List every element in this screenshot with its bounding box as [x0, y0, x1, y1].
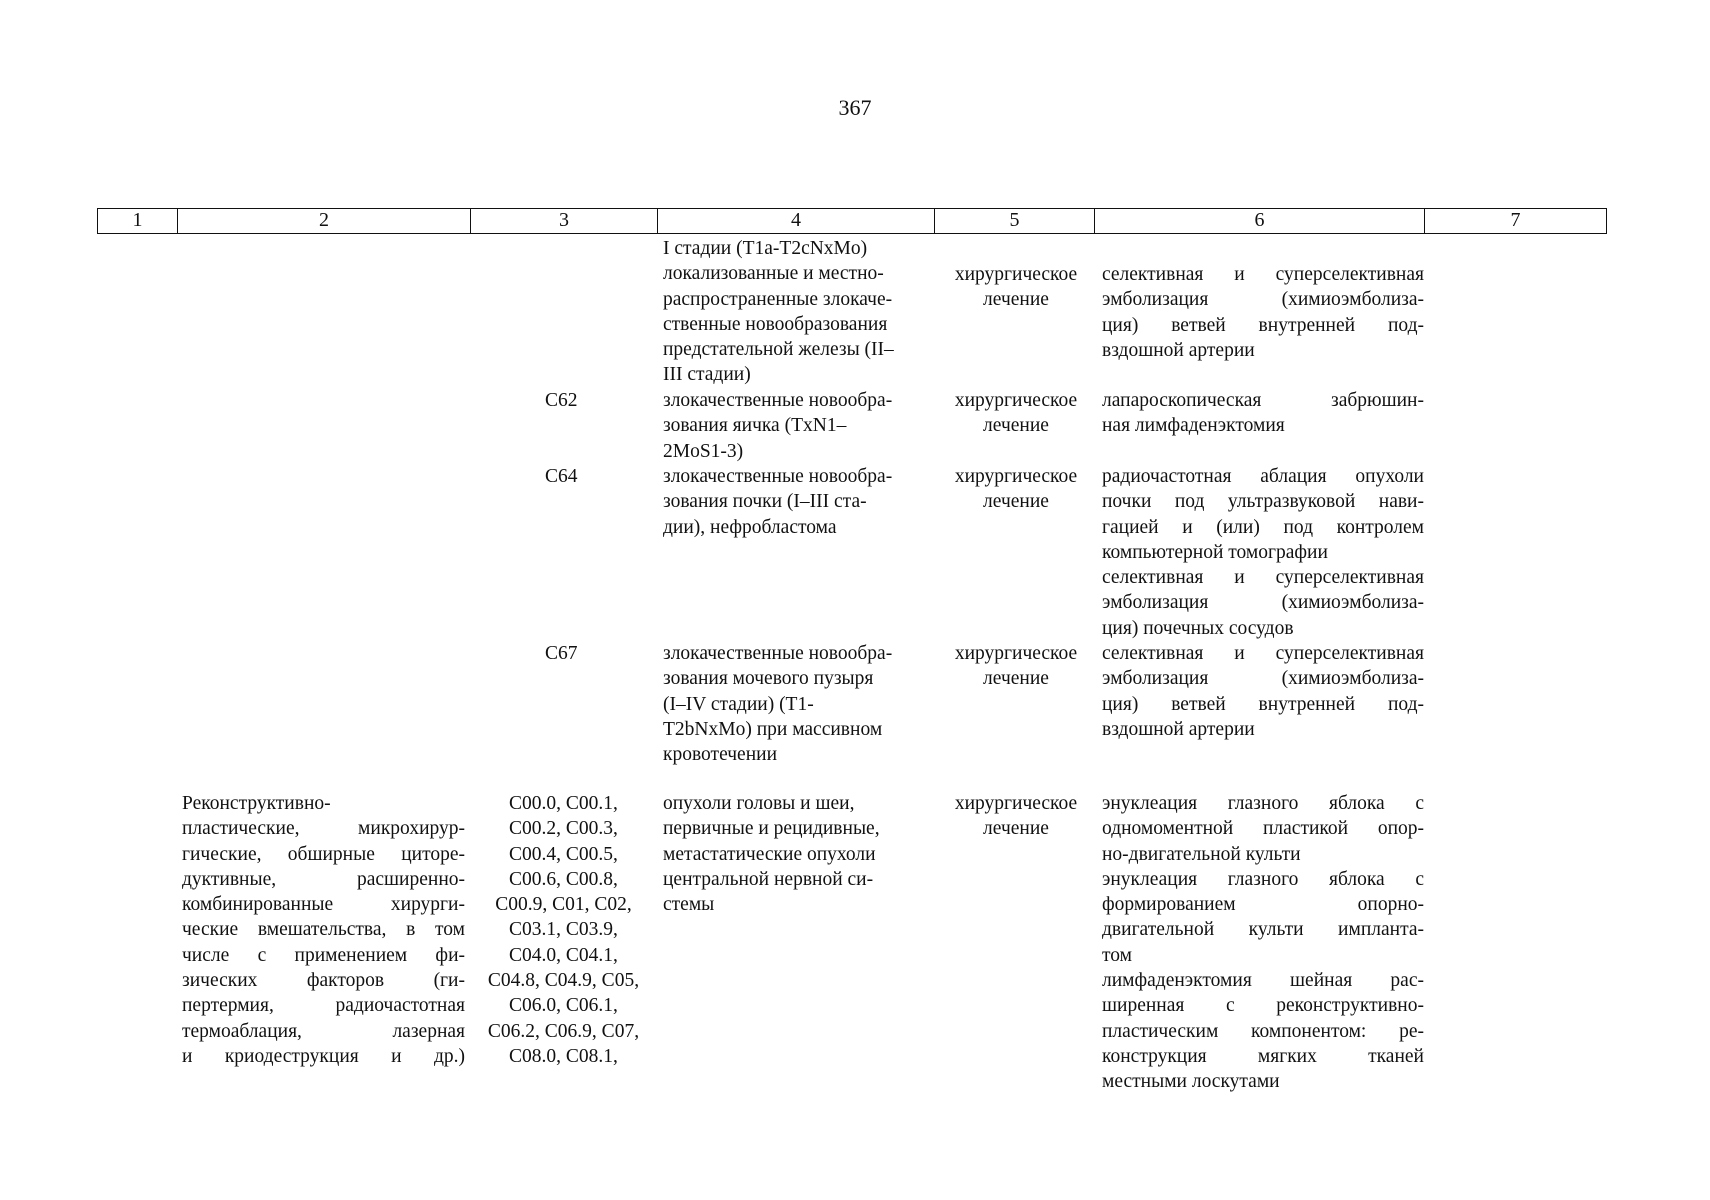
row-2-code: C62 — [545, 390, 578, 411]
row-2-diagnosis: злокачественные новообра- зования яичка (TxN1– 2MoS1-3) — [663, 390, 893, 462]
row-4-diagnosis: злокачественные новообра- зования мочевого пузыря (I–IV стадии) (T1- T2bNxMo) при массивном кровотечении — [663, 643, 893, 766]
row-3-method: радиочастотная аблация опухоли почки под ультразвуковой нави- гацией и (или) под контролем компьютерной томографии селективная и суперселективная эмболизация (химиоэмболиза- ция) почечных сосудов — [1102, 466, 1424, 639]
row-4-method: селективная и суперселективная эмболизация (химиоэмболиза- ция) ветвей внутренней под- вздошной артерии — [1102, 643, 1424, 740]
row-3-diagnosis: злокачественные новообра- зования почки (I–III ста- дии), нефробластома — [663, 466, 893, 538]
header-col-1: 1 — [98, 209, 178, 233]
row-2-method: лапароскопическая забрюшин- ная лимфаденэктомия — [1102, 390, 1424, 437]
row-4-treatment: хирургическое лечение — [954, 643, 1078, 690]
row-4-code: C67 — [545, 643, 578, 664]
row-5-diagnosis: опухоли головы и шеи, первичные и рецидивные, метастатические опухоли центральной нервной си- стемы — [663, 793, 880, 916]
row-1-treatment: хирургическое лечение — [954, 264, 1078, 311]
page-number: 367 — [838, 95, 872, 120]
table-header-row — [97, 208, 1607, 234]
header-col-7: 7 — [1510, 209, 1521, 231]
row-3-code: C64 — [545, 466, 578, 487]
header-col-2: 2 — [178, 209, 471, 233]
row-2-treatment: хирургическое лечение — [954, 390, 1078, 437]
row-1-diagnosis: I стадии (T1a-T2cNxMo) локализованные и местно- распространенные злокаче- ственные новообразования предстательной железы (II– III стадии) — [663, 238, 894, 386]
header-col-6: 6 — [1095, 209, 1425, 233]
row-5-method: энуклеация глазного яблока с одномоментной пластикой опор- но-двигательной культи энуклеация глазного яблока с формированием опорно- двигательной культи импланта- том лимфаденэктомия шейная рас- ширенная с реконструктивно- пластическим компонентом: ре- конструкция мягких тканей местными лоскутами — [1102, 793, 1424, 1093]
header-col-4: 4 — [658, 209, 935, 233]
row-5-codes: C00.0, C00.1, C00.2, C00.3, C00.4, C00.5, C00.6, C00.8, C00.9, C01, C02, C03.1, C03.9, C04.0, C04.1, C04.8, C04.9, C05, C06.0, C06.1, C06.2, C06.9, C07, C08.0, C08.1, — [487, 793, 640, 1067]
row-5-intervention-type: Реконструктивно- пластические, микрохирур- гические, обширные циторе- дуктивные, расширенно- комбинированные хирурги- ческие вмешательства, в том числе с применением фи- зических факторов (ги- пертермия, радиочастотная термоаблация, лазерная и криодеструкция и др.) — [182, 793, 465, 1067]
header-col-3: 3 — [471, 209, 658, 233]
row-5-treatment: хирургическое лечение — [954, 793, 1078, 840]
header-col-5: 5 — [935, 209, 1095, 233]
row-1-method: селективная и суперселективная эмболизация (химиоэмболиза- ция) ветвей внутренней под- вздошной артерии — [1102, 264, 1424, 361]
row-3-treatment: хирургическое лечение — [954, 466, 1078, 513]
